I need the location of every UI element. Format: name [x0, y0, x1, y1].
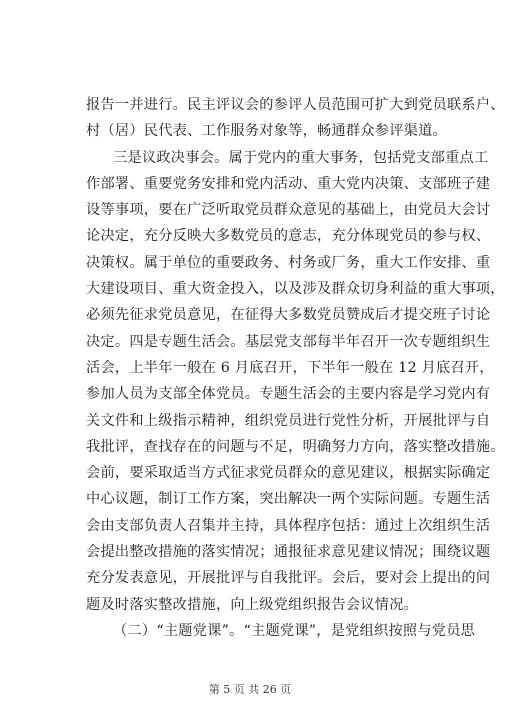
text-line: 设等事项，要在广泛听取党员群众意见的基础上，由党员大会讨 [86, 202, 491, 219]
text-line: 题及时落实整改措施，向上级党组织报告会议情况。 [86, 596, 419, 613]
text-line: 必须先征求党员意见，在征得大多数党员赞成后才提交班子讨论 [86, 307, 491, 324]
text-line: 大建设项目、重大资金投入，以及涉及群众切身利益的重大事项， [86, 281, 505, 298]
page-footer: 第 5 页 共 26 页 [208, 683, 292, 696]
text-line: 村（居）民代表、工作服务对象等，畅通群众参评渠道。 [86, 123, 447, 140]
text-line: 中心议题，制订工作方案，突出解决一两个实际问题。专题生活 [86, 491, 491, 508]
text-line: 充分发表意见，开展批评与自我批评。会后，要对会上提出的问 [86, 570, 491, 587]
text-line: 会前，要采取适当方式征求党员群众的意见建议，根据实际确定 [86, 465, 491, 482]
text-line: 会提出整改措施的落实情况；通报征求意见建议情况；围绕议题 [86, 544, 491, 561]
text-line: 决定。四是专题生活会。基层党支部每半年召开一次专题组织生 [86, 333, 491, 350]
text-line: 决策权。属于单位的重要政务、村务或厂务，重大工作安排、重 [86, 254, 491, 271]
text-line: 会由支部负责人召集并主持，具体程序包括：通过上次组织生活 [86, 517, 491, 534]
text-line: 我批评，查找存在的问题与不足，明确努力方向，落实整改措施。 [86, 438, 505, 455]
text-line: 关文件和上级指示精神，组织党员进行党性分析，开展批评与自 [86, 412, 491, 429]
text-line: 三是议政决事会。属于党内的重大事务，包括党支部重点工 [113, 149, 489, 166]
text-line: 参加人员为支部全体党员。专题生活会的主要内容是学习党内有 [86, 386, 491, 403]
text-line: （二）“主题党课”。“主题党课”，是党组织按照与党员思 [113, 622, 476, 639]
text-line: 报告一并进行。民主评议会的参评人员范围可扩大到党员联系户、 [86, 97, 505, 113]
text-line: 活会，上半年一般在 6 月底召开，下半年一般在 12 月底召开， [86, 359, 494, 376]
text-line: 论决定，充分反映大多数党员的意志，充分体现党员的参与权、 [86, 228, 491, 245]
text-line: 作部署、重要党务安排和党内活动、重大党内决策、支部班子建 [86, 175, 491, 192]
body-text [86, 92, 505, 644]
